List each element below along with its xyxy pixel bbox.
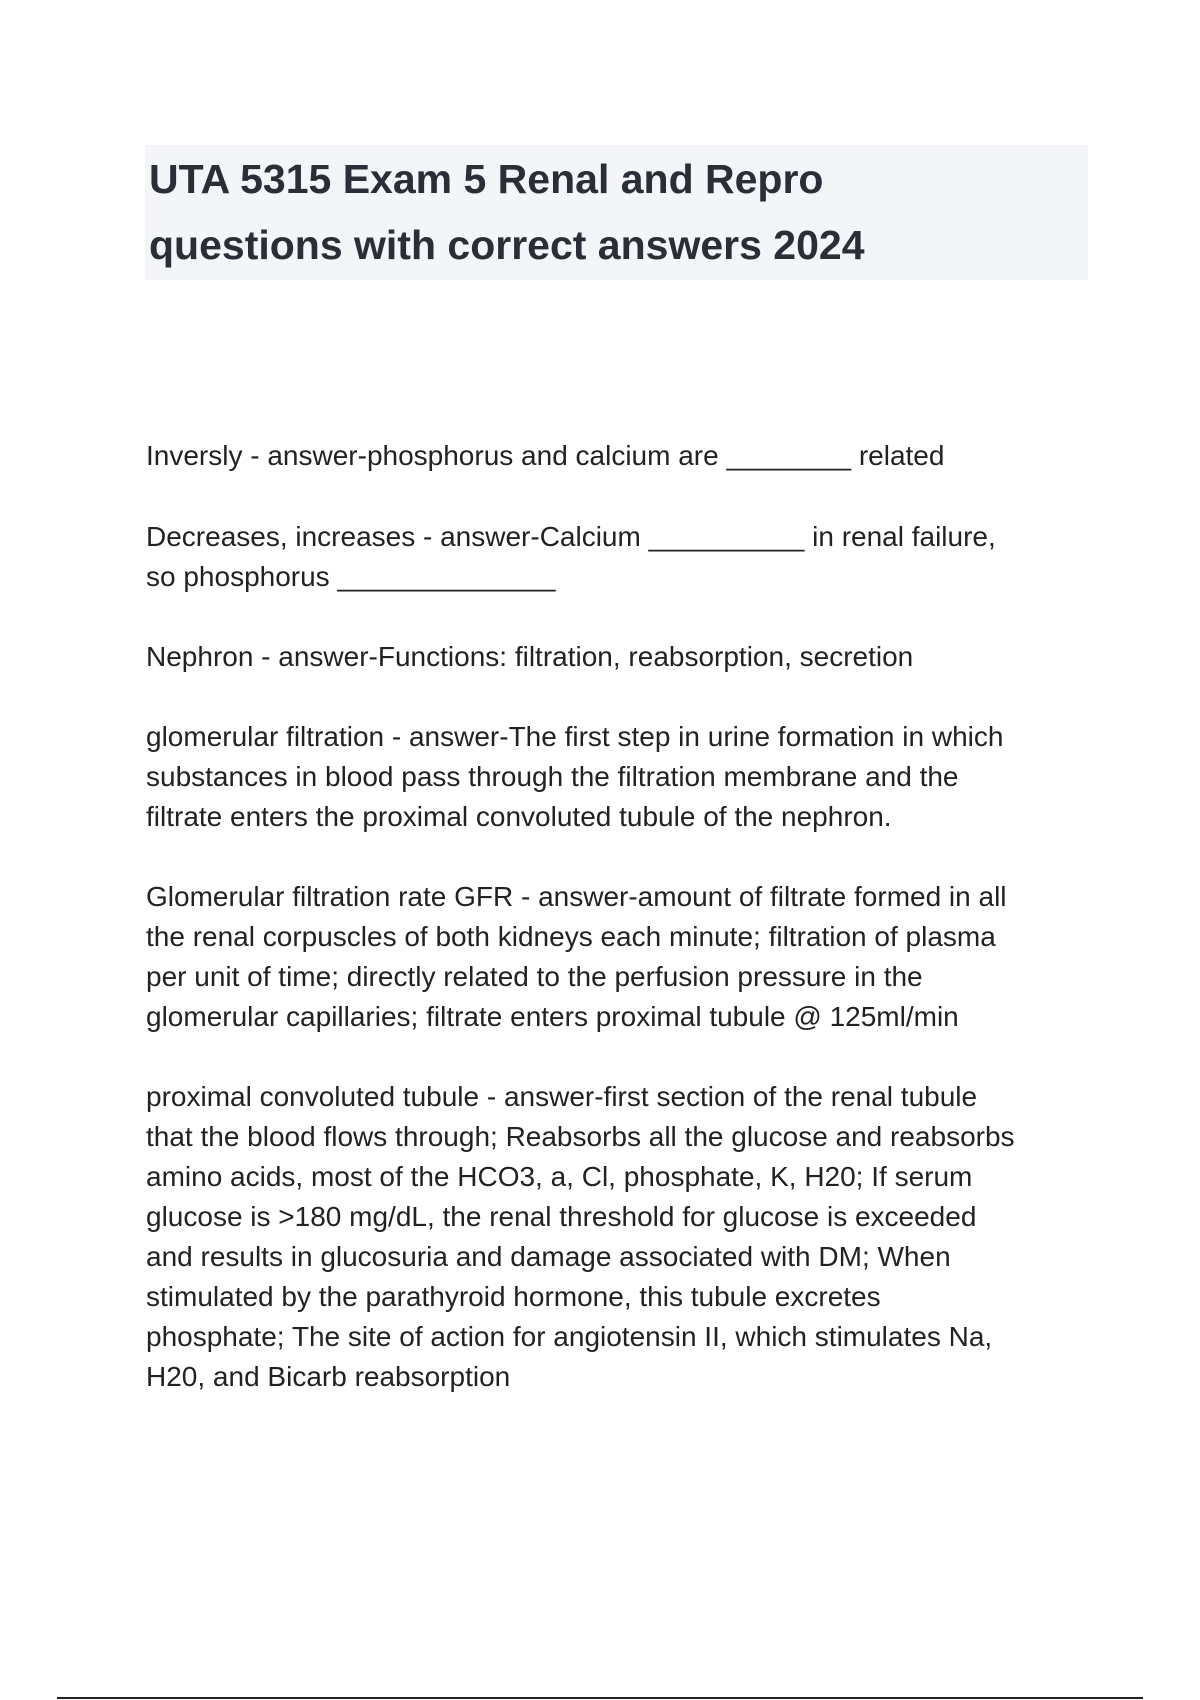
qa-text: related xyxy=(851,440,945,471)
qa-entry xyxy=(146,637,1106,677)
qa-text: Inversly - answer-phosphorus and calcium are xyxy=(146,440,727,471)
qa-line: glucose is >180 mg/dL, the renal threshold for glucose is exceeded xyxy=(146,1201,977,1232)
qa-line: stimulated by the parathyroid hormone, this tubule excretes xyxy=(146,1281,881,1312)
fill-blank: ________ xyxy=(726,440,852,471)
qa-line: amino acids, most of the HCO3, a, Cl, phosphate, K, H20; If serum xyxy=(146,1161,973,1192)
footer-divider xyxy=(57,1697,1143,1699)
qa-line: per unit of time; directly related to the perfusion pressure in the xyxy=(146,961,923,992)
title-line-2: questions with correct answers 2024 xyxy=(149,222,865,268)
qa-line: and results in glucosuria and damage associated with DM; When xyxy=(146,1241,951,1272)
qa-text: Decreases, increases - answer-Calcium xyxy=(146,521,649,552)
qa-line xyxy=(146,557,1106,597)
qa-line: the renal corpuscles of both kidneys each minute; filtration of plasma xyxy=(146,921,996,952)
fill-blank: ______________ xyxy=(337,561,556,592)
qa-line: H20, and Bicarb reabsorption xyxy=(146,1361,511,1392)
qa-line: filtrate enters the proximal convoluted tubule of the nephron. xyxy=(146,801,892,832)
qa-entry xyxy=(146,877,1106,1037)
qa-entry xyxy=(146,517,1106,597)
qa-line xyxy=(146,436,1106,476)
qa-line xyxy=(146,517,1106,557)
fill-blank: __________ xyxy=(648,521,805,552)
qa-line: that the blood flows through; Reabsorbs all the glucose and reabsorbs xyxy=(146,1121,1015,1152)
qa-entry xyxy=(146,1077,1106,1397)
qa-entry xyxy=(146,717,1106,837)
qa-line: glomerular filtration - answer-The first step in urine formation in which xyxy=(146,721,1004,752)
title-line-1: UTA 5315 Exam 5 Renal and Repro xyxy=(149,156,824,202)
qa-line: substances in blood pass through the filtration membrane and the xyxy=(146,761,959,792)
qa-entry xyxy=(146,436,1106,476)
qa-line: glomerular capillaries; filtrate enters proximal tubule @ 125ml/min xyxy=(146,1001,959,1032)
qa-line: phosphate; The site of action for angiotensin II, which stimulates Na, xyxy=(146,1321,993,1352)
qa-text: so phosphorus xyxy=(146,561,338,592)
qa-line: proximal convoluted tubule - answer-first section of the renal tubule xyxy=(146,1081,978,1112)
document-title xyxy=(145,145,1088,280)
qa-text: in renal failure, xyxy=(804,521,996,552)
qa-line: Nephron - answer-Functions: filtration, reabsorption, secretion xyxy=(146,641,914,672)
qa-line: Glomerular filtration rate GFR - answer-amount of filtrate formed in all xyxy=(146,881,1007,912)
